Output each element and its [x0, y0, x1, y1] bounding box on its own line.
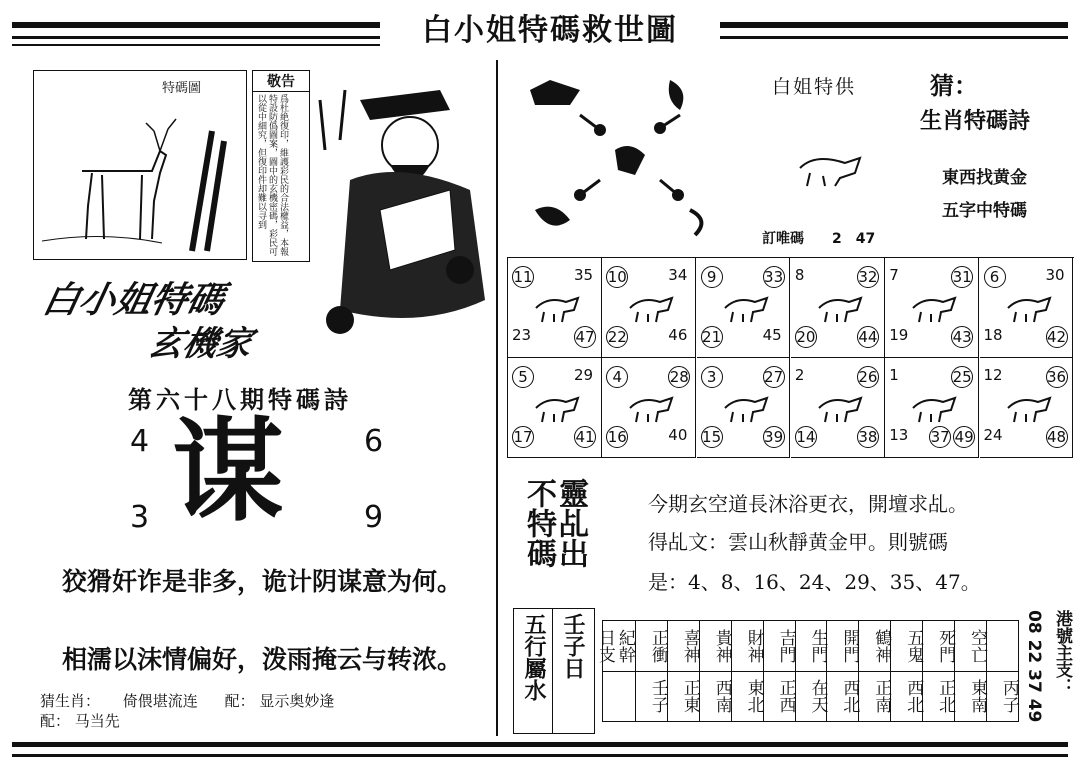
almanac-cell-bottom: 壬子 — [635, 671, 668, 721]
zodiac-number-bottom-right: 39 — [764, 428, 784, 446]
zodiac-number-bottom-left: 14 — [796, 428, 816, 446]
notice-title: 敬告 — [253, 71, 309, 92]
ox-icon — [532, 290, 582, 324]
dog-icon — [815, 390, 865, 424]
zodiac-number-main: 2 — [794, 366, 805, 384]
five-elements-right: 壬子日 — [560, 613, 586, 679]
zodiac-number-bottom-right: 43 — [952, 328, 972, 346]
zodiac-number-bottom-right-2: 49 — [954, 428, 974, 446]
cut-text: 訂唯碼 2 47 — [762, 231, 876, 247]
guess-row — [40, 690, 334, 711]
almanac-cell-bottom: 西南 — [699, 671, 732, 721]
zodiac-number-bottom-right: 38 — [858, 428, 878, 446]
deer-picture-box — [33, 70, 247, 260]
pei-label: 配： — [224, 692, 255, 710]
zodiac-number-main: 6 — [984, 266, 1006, 288]
zodiac-number-main: 10 — [607, 268, 627, 286]
zodiac-number-bottom-right: 37 — [930, 428, 950, 446]
zodiac-number-top-right: 32 — [858, 268, 878, 286]
poem-line-2: 相濡以沫情偏好，泼雨掩云与转浓。 — [62, 645, 463, 674]
zodiac-number-main: 8 — [794, 266, 805, 284]
oracle-line-1: 今期玄空道長沐浴更衣，開壇求乩。 — [648, 492, 968, 516]
almanac-cell-top: 喜神 — [667, 621, 700, 671]
zodiac-grid — [507, 257, 1074, 458]
zodiac-cell — [885, 258, 979, 358]
oracle-line-2: 得乩文：雲山秋靜黄金甲。則號碼 — [648, 530, 948, 554]
almanac-cell-bottom: 正北 — [922, 671, 955, 721]
pei-value-1: 显示奥妙逢 — [259, 692, 335, 710]
notice-text: 爲杜絶復印，維護彩民的合法權益，本報特設防僞圖案，圖中的玄機密碼，彩民可以從中細究，但復印件却難以寻到 — [256, 94, 288, 256]
number-bottom-left: 3 — [130, 500, 150, 535]
zodiac-number-bottom-left: 22 — [607, 328, 627, 346]
pei-row-2 — [40, 710, 120, 731]
almanac-cell-bottom: 正西 — [763, 671, 796, 721]
zodiac-number-top-right: 30 — [1045, 266, 1065, 284]
banner-line2: 玄機家 — [145, 324, 256, 364]
almanac-cell-top: 五鬼 — [890, 621, 923, 671]
rat-icon — [1004, 390, 1054, 424]
period-title: 第六十八期特碼詩 — [128, 385, 352, 414]
zodiac-number-bottom-left: 19 — [889, 326, 909, 344]
hk-numbers: 08 22 37 49 — [1024, 610, 1044, 723]
almanac-cell-top: 紀幹日支 — [594, 629, 635, 663]
zodiac-number-bottom-left: 20 — [796, 328, 816, 346]
zodiac-number-main: 12 — [983, 366, 1003, 384]
zodiac-wheel-icon — [520, 70, 720, 240]
zodiac-number-main: 3 — [701, 366, 723, 388]
five-elements-box — [513, 608, 595, 734]
zodiac-cell — [885, 358, 979, 458]
top-rule-lower — [12, 44, 380, 46]
zodiac-cell — [602, 258, 696, 358]
guess-label: 猜生肖： — [40, 692, 101, 710]
number-bottom-right: 9 — [364, 500, 384, 535]
almanac-cell-bottom: 西北 — [890, 671, 923, 721]
almanac-cell-top: 空亡 — [954, 621, 987, 671]
zodiac-cell — [980, 258, 1074, 358]
tiger-sketch-icon — [795, 148, 865, 188]
zodiac-cell — [791, 258, 885, 358]
column-divider — [496, 60, 498, 736]
number-top-right: 6 — [364, 424, 384, 459]
zodiac-number-main: 11 — [513, 268, 533, 286]
almanac-cell-bottom: 東南 — [954, 671, 987, 721]
zodiac-cell — [602, 358, 696, 458]
zodiac-number-main: 4 — [606, 366, 628, 388]
zodiac-number-main: 5 — [512, 366, 534, 388]
poem-line-1: 狡猾奸诈是非多，诡计阴谋意为何。 — [62, 567, 463, 596]
deer-icon — [42, 111, 232, 251]
almanac-cell-top: 鶴神 — [858, 621, 891, 671]
zodiac-poem-label: 生肖特碼詩 — [920, 108, 1031, 134]
rooster-icon — [721, 390, 771, 424]
pei-label-2: 配： — [40, 712, 71, 730]
zodiac-number-top-right: 35 — [574, 266, 594, 284]
zodiac-cell — [791, 358, 885, 458]
five-elements-left: 五行屬水 — [521, 613, 547, 701]
zodiac-number-top-right: 34 — [668, 266, 688, 284]
page-title: 白小姐特碼救世圖 — [380, 14, 720, 48]
zodiac-number-bottom-right: 47 — [575, 328, 595, 346]
almanac-cell-top: 吉門 — [763, 621, 796, 671]
almanac-cell-bottom: 在天 — [795, 671, 828, 721]
zodiac-number-top-right: 33 — [764, 268, 784, 286]
banner-line1: 白小姐特碼 — [39, 280, 228, 321]
dragon-icon — [815, 290, 865, 324]
zodiac-number-bottom-left: 15 — [702, 428, 722, 446]
zodiac-cell — [508, 258, 602, 358]
zodiac-number-bottom-right: 48 — [1046, 428, 1067, 446]
zodiac-number-main: 1 — [889, 366, 899, 384]
zodiac-number-bottom-left: 17 — [513, 428, 533, 446]
zodiac-number-top-right: 28 — [669, 368, 689, 386]
zodiac-number-bottom-right: 44 — [858, 328, 878, 346]
gift-label: 白姐特供 — [772, 76, 857, 98]
number-top-left: 4 — [130, 424, 150, 459]
almanac-cell-top: 財神 — [731, 621, 764, 671]
almanac-cell-bottom: 正南 — [858, 671, 891, 721]
zodiac-number-bottom-left: 23 — [512, 326, 532, 344]
zodiac-cell — [697, 258, 791, 358]
zodiac-number-bottom-right: 46 — [668, 326, 688, 344]
almanac-cell-top: 開門 — [826, 621, 859, 671]
hint-line-1: 東西找黄金 — [942, 168, 1027, 188]
guess-label-right: 猜： — [930, 71, 978, 100]
almanac-cell-bottom: 正東 — [667, 671, 700, 721]
zodiac-number-bottom-left: 16 — [607, 428, 627, 446]
deity-illustration-icon — [300, 70, 500, 360]
almanac-cell-bottom: 丙子 — [986, 671, 1019, 721]
zodiac-number-bottom-left: 13 — [889, 426, 909, 444]
zodiac-cell — [980, 358, 1074, 458]
almanac-cell-bottom: 東北 — [731, 671, 764, 721]
almanac-cell-bottom: 西北 — [826, 671, 859, 721]
almanac-cell-bottom — [603, 671, 635, 721]
zodiac-number-bottom-left: 24 — [983, 426, 1003, 444]
zodiac-number-top-right: 36 — [1046, 368, 1067, 386]
zodiac-cell — [508, 358, 602, 458]
zodiac-number-bottom-left: 18 — [983, 326, 1003, 344]
zodiac-number-bottom-right: 42 — [1046, 328, 1067, 346]
zodiac-number-top-right: 29 — [574, 366, 594, 384]
zodiac-number-main: 7 — [889, 266, 899, 284]
picture-label: 特碼圖 — [162, 81, 202, 96]
pig-icon — [909, 390, 959, 424]
big-character: 谋 — [172, 407, 284, 537]
pei-value-2: 马当先 — [74, 712, 120, 730]
bottom-rule-thin — [12, 754, 1068, 757]
almanac-cell-top: 正衝 — [635, 621, 668, 671]
horse-icon — [1004, 290, 1054, 324]
almanac-table — [594, 620, 1019, 722]
zodiac-number-bottom-left: 21 — [702, 328, 722, 346]
almanac-cell-top: 生門 — [795, 621, 828, 671]
almanac-cell-top: 死門 — [922, 621, 955, 671]
goat-icon — [532, 390, 582, 424]
oracle-logo — [522, 478, 626, 586]
zodiac-number-top-right: 31 — [952, 268, 972, 286]
zodiac-number-top-right: 26 — [858, 368, 878, 386]
hint-line-2: 五字中特碼 — [942, 201, 1027, 221]
zodiac-number-top-right: 25 — [952, 368, 972, 386]
oracle-logo-text: 靈乩出不特碼 — [521, 478, 588, 568]
oracle-line-3: 是：4、8、16、24、29、35、47。 — [648, 570, 981, 594]
monkey-icon — [626, 390, 676, 424]
snake-icon — [909, 290, 959, 324]
zodiac-number-main: 9 — [701, 266, 723, 288]
almanac-cell-top: 貴神 — [699, 621, 732, 671]
zodiac-number-bottom-right: 41 — [575, 428, 595, 446]
zodiac-number-bottom-right: 45 — [762, 326, 782, 344]
zodiac-cell — [697, 358, 791, 458]
tiger-icon — [626, 290, 676, 324]
bottom-rule — [12, 742, 1068, 747]
five-elements-divider — [552, 609, 553, 733]
hk-label: 港號主支： — [1052, 610, 1072, 695]
zodiac-number-bottom-right: 40 — [668, 426, 688, 444]
guess-value: 倚偎堪流连 — [122, 692, 198, 710]
rabbit-icon — [721, 290, 771, 324]
almanac-cell-top — [986, 621, 1019, 671]
zodiac-number-top-right: 27 — [764, 368, 784, 386]
